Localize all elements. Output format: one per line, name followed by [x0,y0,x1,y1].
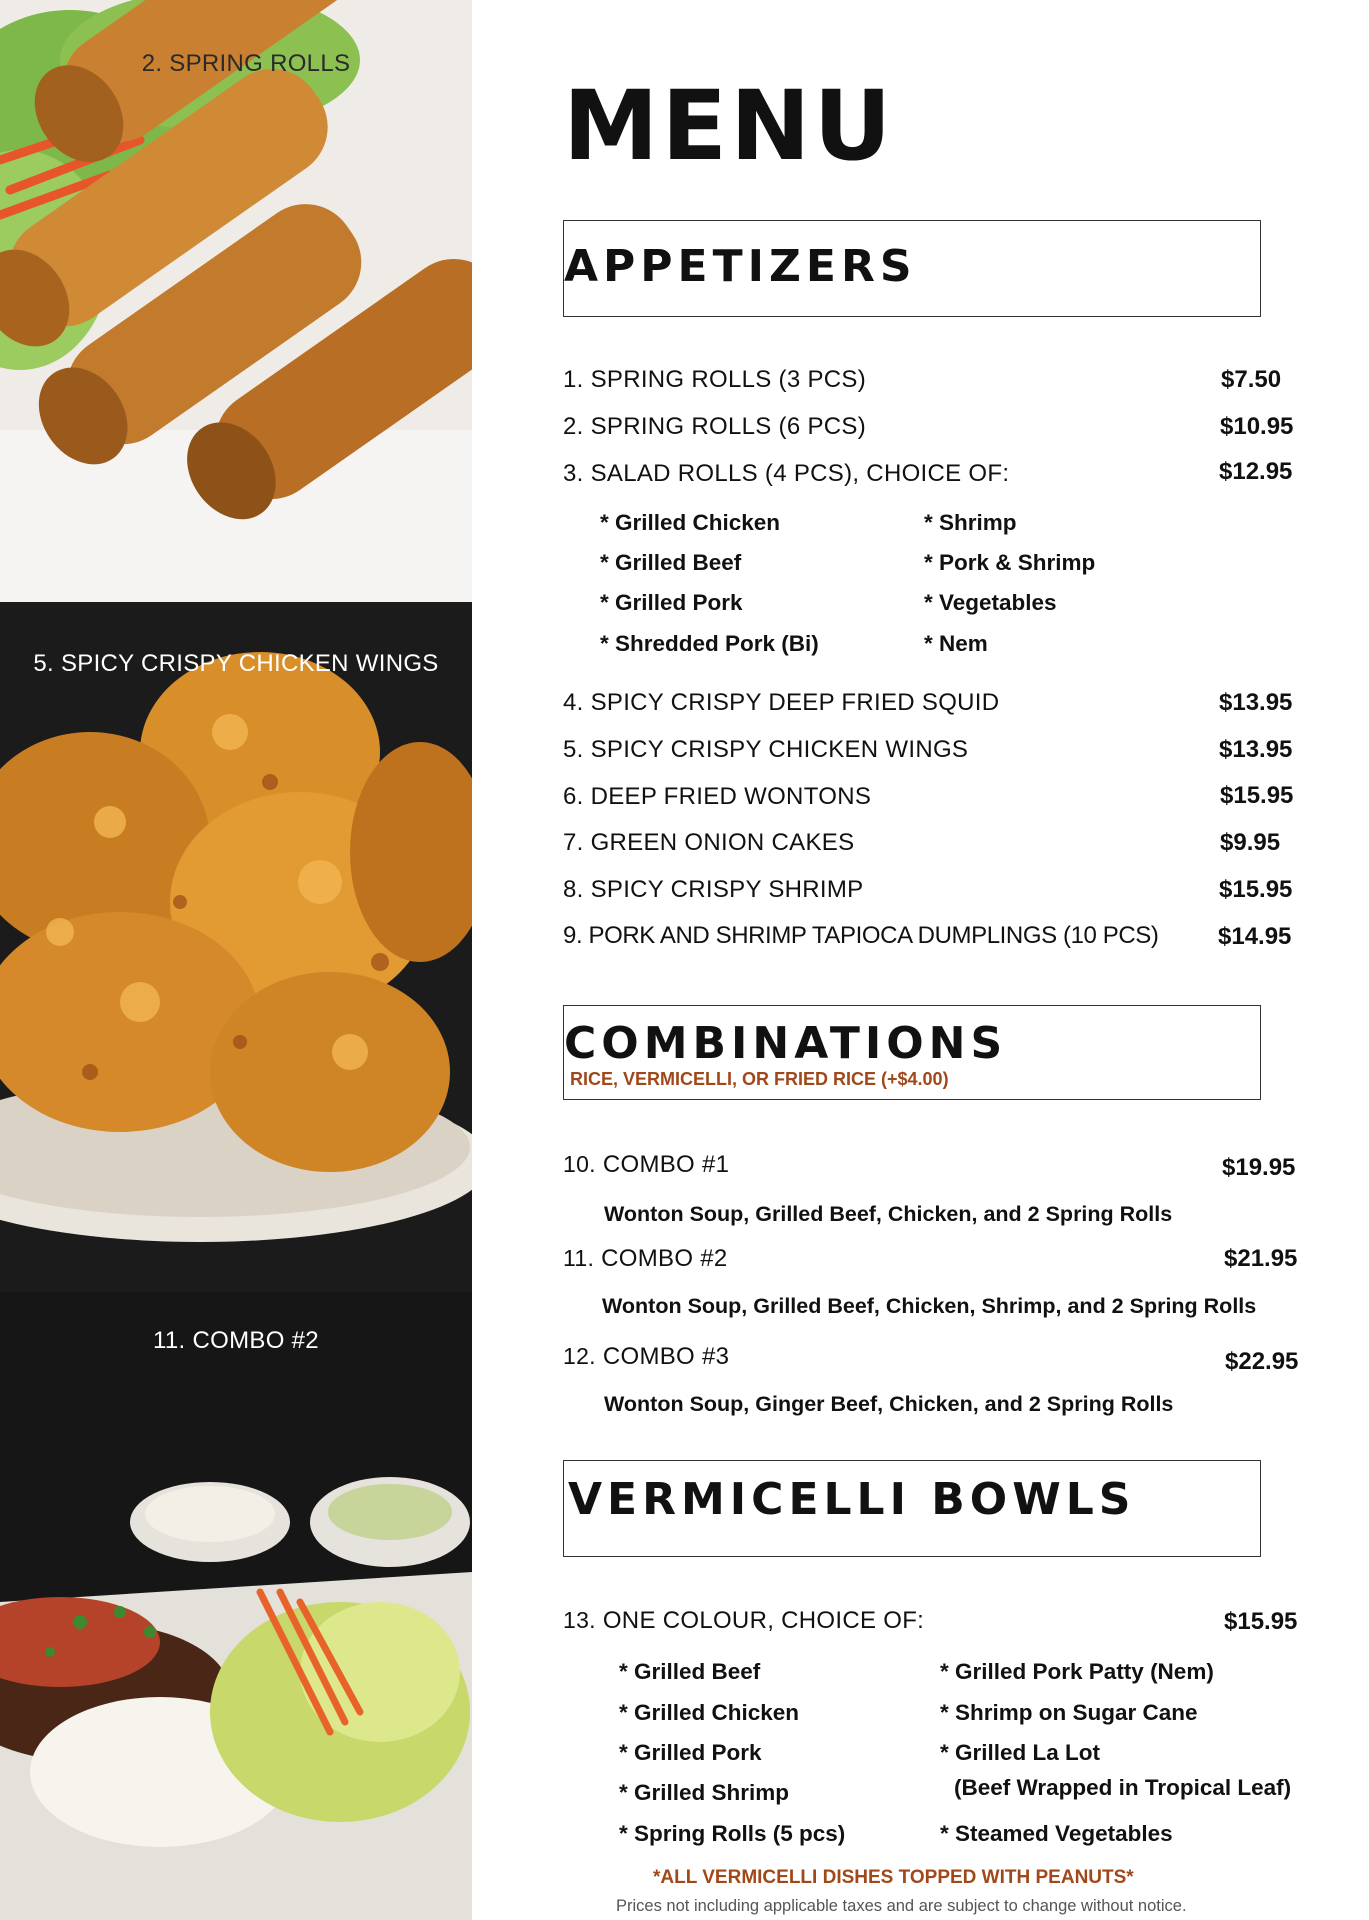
salad-option: * Grilled Beef [600,550,742,575]
chicken-wings-photo [0,602,472,1292]
combo-description-10: Wonton Soup, Grilled Beef, Chicken, and 2 Spring Rolls [604,1202,1173,1226]
combo-description-12: Wonton Soup, Ginger Beef, Chicken, and 2 Spring Rolls [604,1392,1174,1416]
menu-price-1: $7.50 [1221,366,1282,393]
salad-option: * Nem [924,631,988,656]
vermicelli-option: * Shrimp on Sugar Cane [940,1700,1198,1725]
salad-option: * Grilled Pork [600,590,743,615]
spring-rolls-caption: 2. SPRING ROLLS [141,50,351,77]
appetizers-heading: APPETIZERS [564,241,917,292]
menu-price-3: $12.95 [1219,458,1293,485]
combinations-heading: COMBINATIONS [564,1018,1008,1069]
menu-price-5: $13.95 [1219,736,1293,763]
salad-option: * Vegetables [924,590,1057,615]
spring-rolls-photo [0,0,472,602]
menu-price-8: $15.95 [1219,876,1293,903]
salad-option: * Shredded Pork (Bi) [600,631,819,656]
combo-number: 10. [563,1151,596,1177]
menu-item-1: 1. SPRING ROLLS (3 PCS) [563,366,866,393]
combo-number: 12. [563,1343,596,1369]
vermicelli-heading: VERMICELLI BOWLS [568,1474,1136,1525]
menu-price-2: $10.95 [1220,413,1294,440]
vermicelli-option: * Spring Rolls (5 pcs) [619,1821,846,1846]
salad-option: * Shrimp [924,510,1017,535]
salad-option: * Grilled Chicken [600,510,781,535]
vermicelli-option: * Grilled Beef [619,1659,761,1684]
combo-price-11: $21.95 [1224,1245,1298,1272]
combo-item-12 [563,1343,729,1371]
menu-price-6: $15.95 [1220,782,1294,809]
combo-plate-image [0,1292,472,1920]
vermicelli-option: * Grilled La Lot [940,1740,1101,1765]
combo-caption: 11. COMBO #2 [153,1327,319,1354]
combo-number: 11. [563,1245,595,1271]
chicken-wings-image [0,602,472,1292]
vermicelli-option-note: (Beef Wrapped in Tropical Leaf) [954,1775,1292,1800]
vermicelli-option: * Grilled Pork Patty (Nem) [940,1659,1214,1684]
menu-item-2: 2. SPRING ROLLS (6 PCS) [563,413,866,440]
price-disclaimer: Prices not including applicable taxes and are subject to change without notice. [616,1897,1187,1915]
menu-item-8: 8. SPICY CRISPY SHRIMP [563,876,864,903]
menu-price-4: $13.95 [1219,689,1293,716]
combo-name: COMBO #2 [601,1245,728,1272]
salad-option: * Pork & Shrimp [924,550,1096,575]
menu-item-6: 6. DEEP FRIED WONTONS [563,783,872,810]
menu-item-9: 9. PORK AND SHRIMP TAPIOCA DUMPLINGS (10 PCS) [563,922,1159,949]
vermicelli-name: ONE COLOUR, CHOICE OF: [602,1607,925,1634]
vermicelli-price-13: $15.95 [1224,1608,1298,1635]
combo-description-11: Wonton Soup, Grilled Beef, Chicken, Shrimp, and 2 Spring Rolls [602,1294,1257,1318]
spring-rolls-image [0,0,472,602]
combo-photo [0,1292,472,1920]
combo-name: COMBO #3 [602,1343,730,1370]
combinations-subheading: RICE, VERMICELLI, OR FRIED RICE (+$4.00) [570,1069,949,1089]
menu-item-3: 3. SALAD ROLLS (4 PCS), CHOICE OF: [563,460,1010,487]
menu-item-4: 4. SPICY CRISPY DEEP FRIED SQUID [563,689,1000,716]
combo-item-11 [563,1245,728,1273]
peanuts-note: *ALL VERMICELLI DISHES TOPPED WITH PEANUTS* [653,1867,1134,1888]
menu-price-9: $14.95 [1218,923,1292,950]
menu-title: MENU [563,70,895,182]
vermicelli-item-13 [563,1607,924,1635]
vermicelli-number: 13. [563,1607,596,1633]
menu-item-5: 5. SPICY CRISPY CHICKEN WINGS [563,736,969,763]
vermicelli-option: * Grilled Pork [619,1740,762,1765]
chicken-wings-caption: 5. SPICY CRISPY CHICKEN WINGS [33,650,439,677]
vermicelli-option: * Steamed Vegetables [940,1821,1173,1846]
menu-price-7: $9.95 [1220,829,1281,856]
combo-price-10: $19.95 [1222,1154,1296,1181]
combo-name: COMBO #1 [602,1151,730,1178]
menu-item-7: 7. GREEN ONION CAKES [563,829,855,856]
vermicelli-option: * Grilled Shrimp [619,1780,790,1805]
vermicelli-option: * Grilled Chicken [619,1700,800,1725]
combo-price-12: $22.95 [1225,1348,1299,1375]
combo-item-10 [563,1151,729,1179]
